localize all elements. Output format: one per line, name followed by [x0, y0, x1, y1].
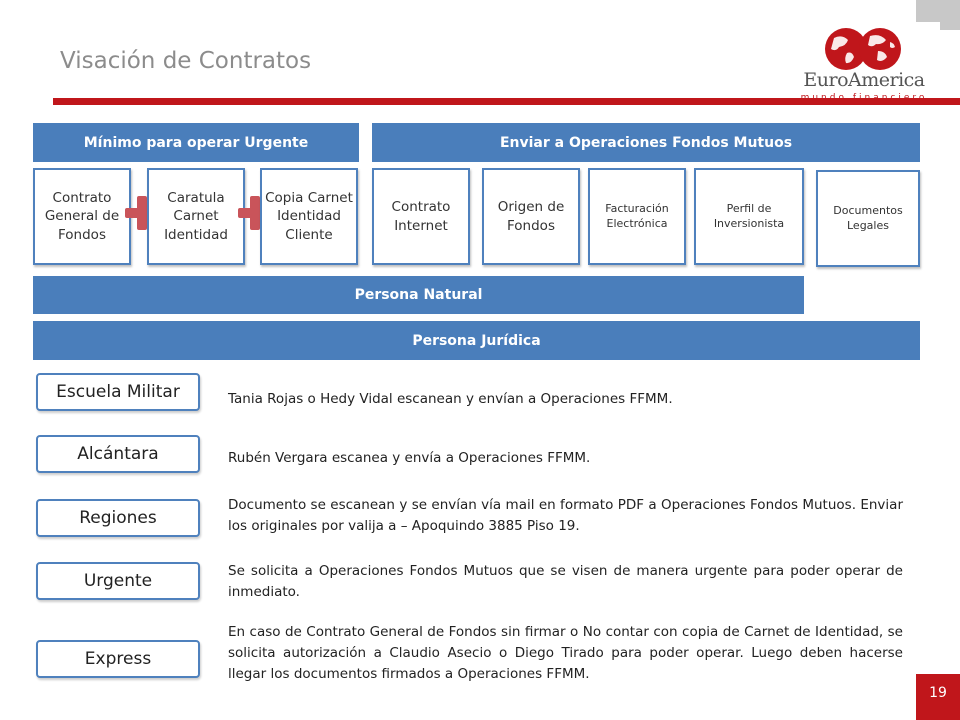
box-contrato-internet [372, 168, 470, 265]
box-label: Contrato Internet [373, 169, 469, 264]
desc-regiones: Documento se escanean y se envían vía mail en formato PDF a Operaciones Fondos Mutuos. Enviar los originales por valija a – Apoquindo 3885 Piso 19. [228, 497, 903, 534]
band-persona-juridica: Persona Jurídica [33, 321, 920, 360]
label-express: Express [36, 640, 200, 678]
euroamerica-logo [790, 22, 940, 108]
box-perfil-inversionista [694, 168, 804, 265]
box-label: Facturación Electrónica [589, 169, 685, 264]
header-enviar-operaciones: Enviar a Operaciones Fondos Mutuos [372, 123, 920, 162]
box-caratula-carnet [147, 168, 245, 265]
page-title: Visación de Contratos [60, 48, 312, 74]
box-label: Documentos Legales [817, 171, 919, 266]
box-facturacion-electronica [588, 168, 686, 265]
box-label: Caratula Carnet Identidad [148, 169, 244, 264]
page-number: 19 [916, 674, 960, 720]
box-label: Perfil de Inversionista [695, 169, 803, 264]
header-minimo-urgente: Mínimo para operar Urgente [33, 123, 359, 162]
box-label: Contrato General de Fondos [34, 169, 130, 264]
box-contrato-general [33, 168, 131, 265]
desc-express: En caso de Contrato General de Fondos sin firmar o No contar con copia de Carnet de Identidad, se solicita autorización a Claudio Asecio o Diego Tirado para poder operar. Luego deben hacerse llegar los documentos firmados a Operaciones FFMM. [228, 624, 903, 682]
globes-icon [816, 26, 912, 72]
desc-alcantara: Rubén Vergara escanea y envía a Operaciones FFMM. [228, 450, 591, 466]
title-divider [53, 98, 960, 105]
label-alcantara: Alcántara [36, 435, 200, 473]
logo-wordmark: EuroAmerica [803, 69, 925, 91]
label-escuela-militar: Escuela Militar [36, 373, 200, 411]
band-persona-natural: Persona Natural [33, 276, 804, 314]
desc-urgente: Se solicita a Operaciones Fondos Mutuos que se visen de manera urgente para poder operar de inmediato. [228, 563, 903, 600]
box-origen-fondos [482, 168, 580, 265]
box-label: Origen de Fondos [483, 169, 579, 264]
box-documentos-legales [816, 170, 920, 267]
label-urgente: Urgente [36, 562, 200, 600]
box-label: Copia Carnet Identidad Cliente [261, 169, 357, 264]
label-regiones: Regiones [36, 499, 200, 537]
desc-escuela-militar: Tania Rojas o Hedy Vidal escanean y envían a Operaciones FFMM. [228, 391, 673, 407]
box-copia-carnet [260, 168, 358, 265]
